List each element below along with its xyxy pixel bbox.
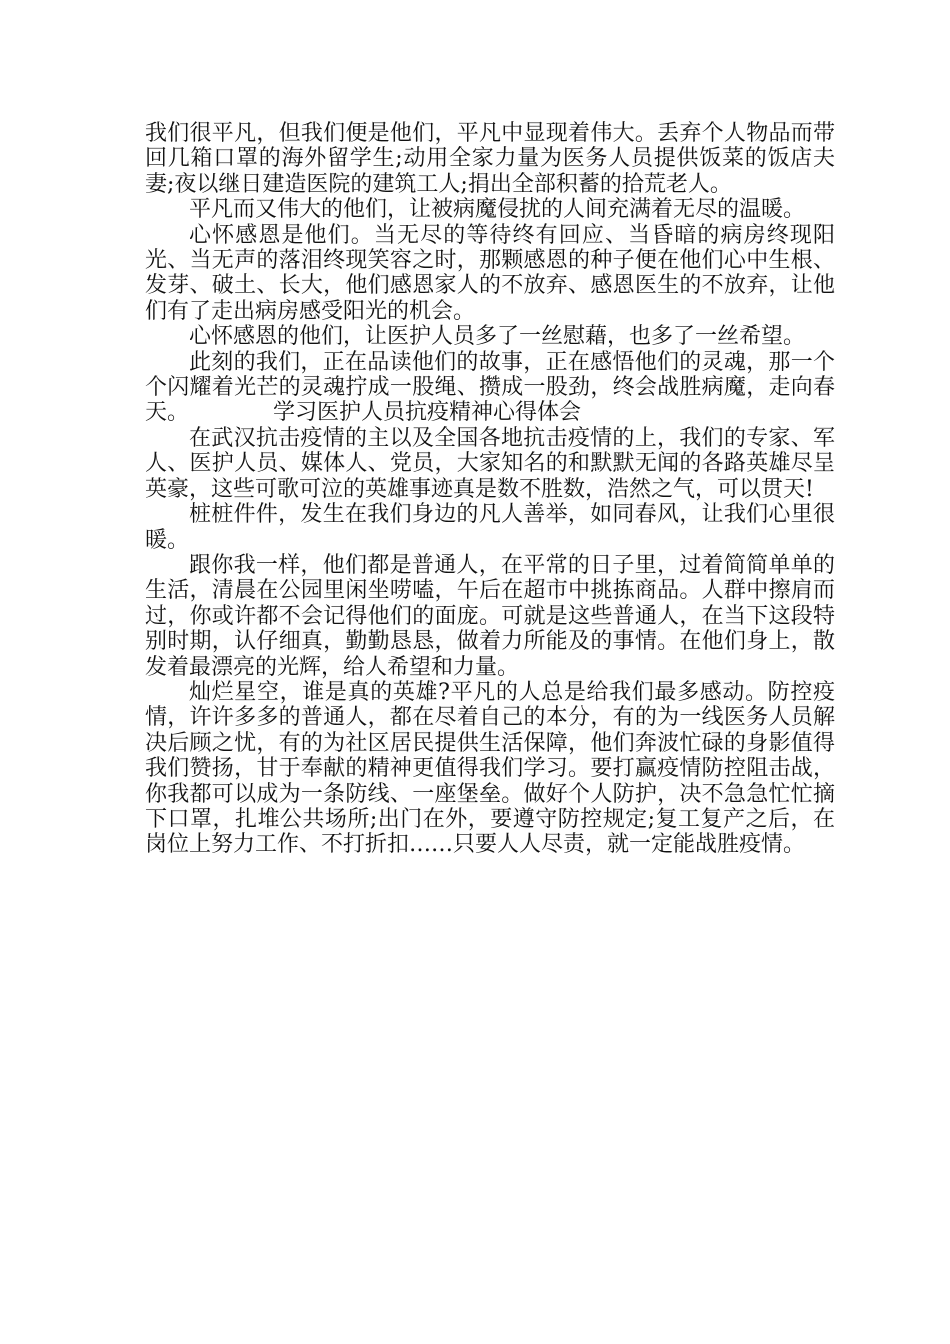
paragraph: 心怀感恩的他们，让医护人员多了一丝慰藉，也多了一丝希望。 bbox=[189, 324, 806, 350]
paragraph: 平凡而又伟大的他们，让被病魔侵扰的人间充满着无尽的温暖。 bbox=[189, 197, 806, 223]
paragraph: 灿烂星空，谁是真的英雄?平凡的人总是给我们最多感动。防控疫情，许许多多的普通人，都在尽着自己的本分，有的为一线医务人员解决后顾之忧，有的为社区居民提供生活保障，他们奔波忙碌的身影值得我们赞扬，甘于奉献的精神更值得我们学习。要打赢疫情防控阻击战，你我都可以成为一条防线、一座堡垒。做好个人防护，决不急急忙忙摘下口罩，扎堆公共场所;出门在外，要遵守防控规定;复工复产之后，在岗位上努力工作、不打折扣……只要人人尽责，就一定能战胜疫情。 bbox=[145, 679, 835, 858]
paragraph: 心怀感恩是他们。当无尽的等待终有回应、当昏暗的病房终现阳光、当无声的落泪终现笑容之时，那颗感恩的种子便在他们心中生根、发芽、破土、长大，他们感恩家人的不放弃、感恩医生的不放弃，让他们有了走出病房感受阳光的机会。 bbox=[145, 222, 835, 324]
paragraph: 跟你我一样，他们都是普通人，在平常的日子里，过着简简单单的生活，清晨在公园里闲坐唠嗑，午后在超市中挑拣商品。人群中擦肩而过，你或许都不会记得他们的面庞。可就是这些普通人，在当下这段特别时期，认仔细真，勤勤恳恳，做着力所能及的事情。在他们身上，散发着最漂亮的光辉，给人希望和力量。 bbox=[145, 552, 835, 680]
paragraph-text: 此刻的我们，正在品读他们的故事，正在感悟他们的灵魂，那一个个闪耀着光芒的灵魂拧成一股绳、攒成一股劲，终会战胜病魔，走向春天。 bbox=[145, 349, 835, 426]
paragraph-with-heading bbox=[145, 350, 835, 426]
paragraph: 桩桩件件，发生在我们身边的凡人善举，如同春风，让我们心里很暖。 bbox=[145, 502, 835, 553]
paragraph: 我们很平凡，但我们便是他们，平凡中显现着伟大。丢弃个人物品而带回几箱口罩的海外留学生;动用全家力量为医务人员提供饭菜的饭店夫妻;夜以继日建造医院的建筑工人;捐出全部积蓄的拾荒老人。 bbox=[145, 121, 835, 197]
paragraph: 在武汉抗击疫情的主以及全国各地抗击疫情的上，我们的专家、军人、医护人员、媒体人、党员，大家知名的和默默无闻的各路英雄尽呈英豪，这些可歌可泣的英雄事迹真是数不胜数，浩然之气，可以贯天! bbox=[145, 425, 835, 502]
inline-heading: 学习医护人员抗疫精神心得体会 bbox=[273, 400, 582, 426]
document-body bbox=[145, 121, 835, 858]
